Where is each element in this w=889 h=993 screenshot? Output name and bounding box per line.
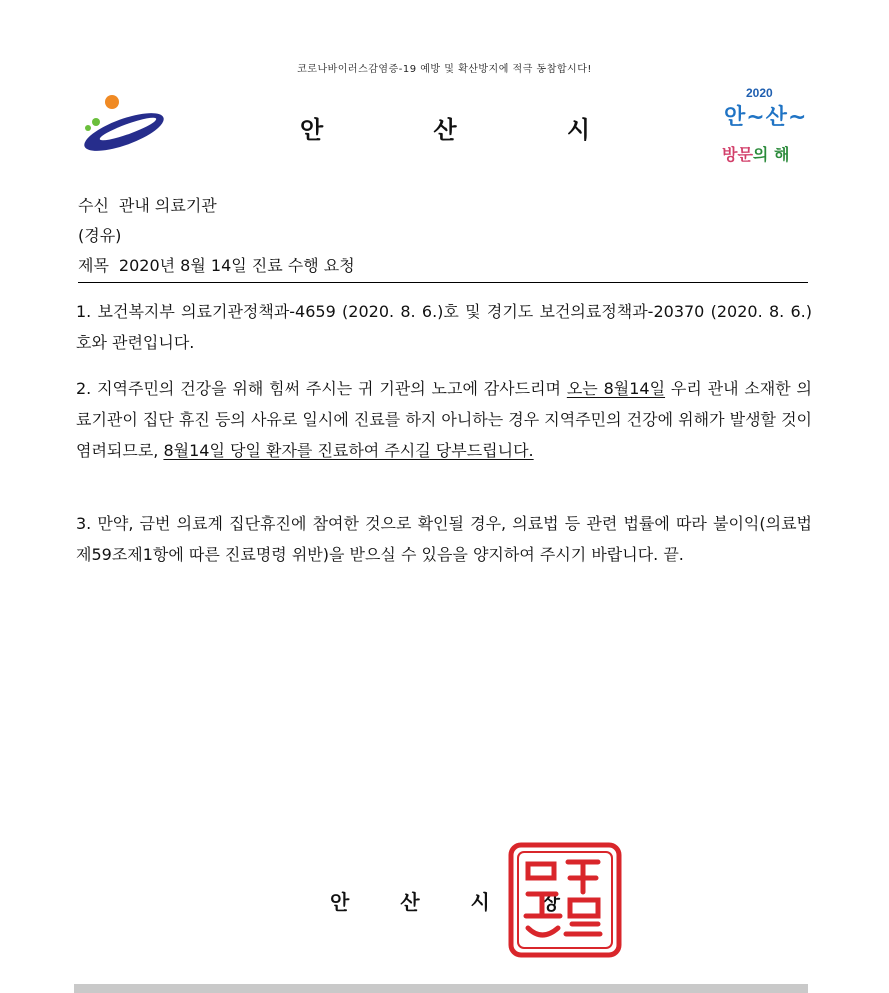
signatory-char: 산 xyxy=(400,890,420,914)
signatory-char: 시 xyxy=(470,890,490,914)
slogan: 코로나바이러스감염증-19 예방 및 확산방지에 적극 동참합시다! xyxy=(297,64,592,75)
paragraph-2 xyxy=(76,373,812,466)
subject-label: 제목 xyxy=(78,256,109,275)
paragraph-2-underline-2: 8월14일 당일 환자를 진료하여 주시길 당부드립니다. xyxy=(163,441,534,460)
paragraph-2-text-a: 2. 지역주민의 건강을 위해 힘써 주시는 귀 기관의 노고에 감사드리며 xyxy=(76,379,567,398)
document-title xyxy=(300,110,590,145)
title-char: 시 xyxy=(566,116,590,144)
footer-bar xyxy=(74,984,808,993)
paragraph-3: 3. 만약, 금번 의료계 집단휴진에 참여한 것으로 확인될 경우, 의료법 등 관련 법률에 따라 불이익(의료법 제59조제1항에 따른 진료명령 위반)을 받으실 수 있음을 양지하여 주시기 바랍니다. 끝. xyxy=(76,514,812,564)
logo-subtitle-b: 의 해 xyxy=(752,145,790,164)
logo-year: 2020 xyxy=(746,86,773,100)
official-seal xyxy=(508,842,622,958)
signatory-char: 장 xyxy=(540,890,560,914)
subject-value: 2020년 8월 14일 진료 수행 요청 xyxy=(118,256,355,275)
signatory-char: 안 xyxy=(330,890,350,914)
logo-subtitle-a: 방문 xyxy=(722,145,753,164)
recipient-label: 수신 xyxy=(78,196,109,215)
ansan-city-logo xyxy=(76,92,164,156)
via-line: (경유) xyxy=(78,226,122,245)
title-char: 산 xyxy=(433,116,457,144)
logo-subtitle xyxy=(722,142,789,165)
recipient-value: 관내 의료기관 xyxy=(118,196,217,215)
title-char: 안 xyxy=(300,116,324,144)
subject-line xyxy=(78,256,808,283)
paragraph-2-underline-1: 오는 8월14일 xyxy=(566,379,666,398)
paragraph-2-text-b: 우리 관내 소재한 의료기관이 집단 휴진 등의 사유로 일시에 진료를 하지 아니하는 경우 지역주민의 건강에 위해가 발생할 것이 염려되므로, xyxy=(76,379,812,460)
logo-name: 안~산~ xyxy=(724,105,808,130)
paragraph-1: 1. 보건복지부 의료기관정책과-4659 (2020. 8. 6.)호 및 경기도 보건의료정책과-20370 (2020. 8. 6.)호와 관련입니다. xyxy=(76,302,812,352)
visit-year-logo xyxy=(718,86,810,168)
recipient-line xyxy=(78,196,808,216)
